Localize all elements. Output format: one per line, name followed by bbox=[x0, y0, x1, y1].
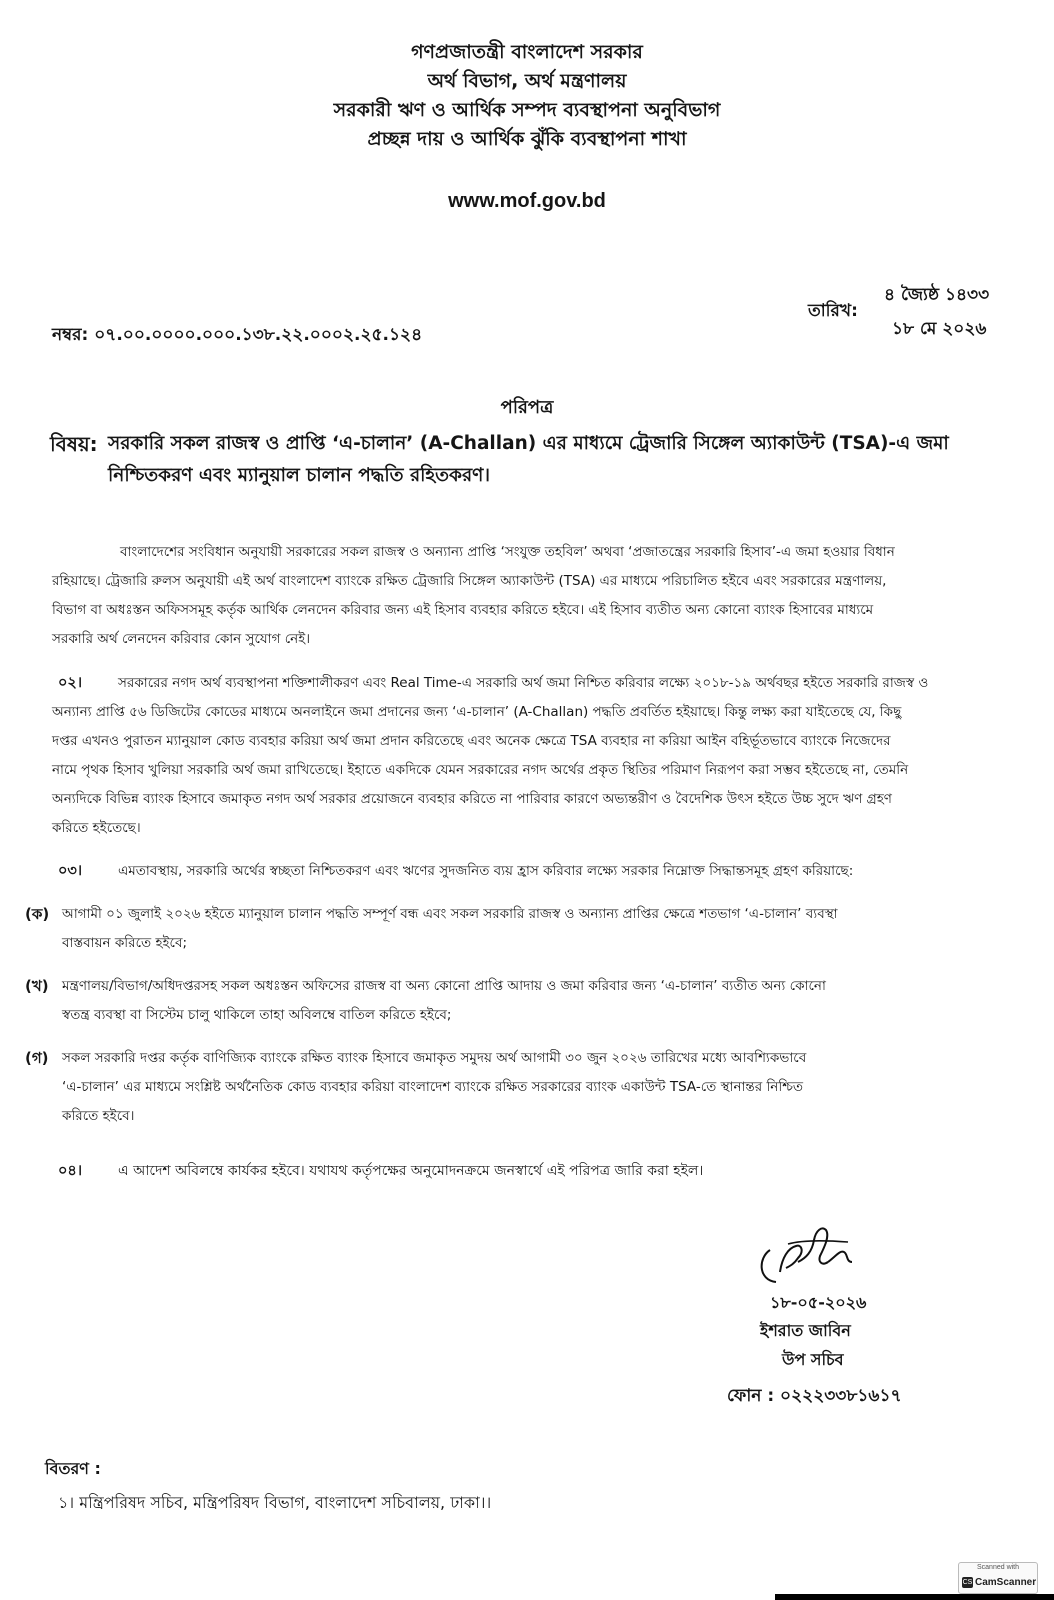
document-title: পরিপত্র bbox=[500, 397, 554, 418]
paragraph-line: সরকারের নগদ অর্থ ব্যবস্থাপনা শক্তিশালীকরণ এবং Real Time-এ সরকারি অর্থ জমা নিশ্চিত করিবার লক্ষ্যে ২০১৮-১৯ অর্থবছর হইতে সরকারি রাজস্ব ও bbox=[118, 675, 929, 691]
date-english: ১৮ মে ২০২৬ bbox=[892, 319, 987, 339]
decision-marker: (গ) bbox=[25, 1049, 49, 1067]
header-division: অর্থ বিভাগ, অর্থ মন্ত্রণালয় bbox=[427, 70, 627, 92]
decision-marker: (ক) bbox=[25, 905, 50, 923]
paragraph-line: নামে পৃথক হিসাব খুলিয়া সরকারি অর্থ জমা রাখিতেছে। ইহাতে একদিকে যেমন সরকারের নগদ অর্থের প্রকৃত স্থিতির পরিমাণ নিরূপণ করা সম্ভব হইতেছে না, তেমনি bbox=[52, 762, 909, 778]
subject-line-2: নিশ্চিতকরণ এবং ম্যানুয়াল চালান পদ্ধতি রহিতকরণ। bbox=[108, 465, 490, 486]
intro-line: বাংলাদেশের সংবিধান অনুযায়ী সরকারের সকল রাজস্ব ও অন্যান্য প্রাপ্তি ‘সংযুক্ত তহবিল’ অথবা ‘প্রজাতন্ত্রের সরকারি হিসাব’-এ জমা হওয়ার বিধান bbox=[120, 544, 895, 560]
distribution-label: বিতরণ : bbox=[45, 1459, 101, 1478]
scan-edge-bar bbox=[775, 1594, 1054, 1600]
decision-line: আগামী ০১ জুলাই ২০২৬ হইতে ম্যানুয়াল চালান পদ্ধতি সম্পূর্ণ বন্ধ এবং সকল সরকারি রাজস্ব ও অন্যান্য প্রাপ্তির ক্ষেত্রে শতভাগ ‘এ-চালান’ ব্যবস্থা bbox=[62, 906, 838, 922]
decision-line: স্বতন্ত্র ব্যবস্থা বা সিস্টেম চালু থাকিলে তাহা অবিলম্বে বাতিল করিতে হইবে; bbox=[62, 1007, 452, 1023]
decision-marker: (খ) bbox=[25, 977, 49, 995]
paragraph-line: এমতাবস্থায়, সরকারি অর্থের স্বচ্ছতা নিশ্চিতকরণ এবং ঋণের সুদজনিত ব্যয় হ্রাস করিবার লক্ষ্যে সরকার নিম্নোক্ত সিদ্ধান্তসমূহ গ্রহণ করিয়াছে: bbox=[118, 863, 854, 879]
paragraph-line: অন্যদিকে বিভিন্ন ব্যাংক হিসাবে জমাকৃত নগদ অর্থ সরকার প্রয়োজনে ব্যবহার করিতে না পারিবার কারণে অভ্যন্তরীণ ও বৈদেশিক উৎস হইতে উচ্চ সুদে ঋণ গ্রহণ bbox=[52, 791, 892, 807]
header-website: www.mof.gov.bd bbox=[448, 190, 606, 212]
camscanner-brand: CamScanner bbox=[975, 1577, 1037, 1588]
header-wing: সরকারী ঋণ ও আর্থিক সম্পদ ব্যবস্থাপনা অনুবিভাগ bbox=[333, 99, 721, 121]
camscanner-logo-icon: CS bbox=[962, 1579, 973, 1586]
paragraph-line: এ আদেশ অবিলম্বে কার্যকর হইবে। যথাযথ কর্তৃপক্ষের অনুমোদনক্রমে জনস্বার্থে এই পরিপত্র জারি করা হইল। bbox=[118, 1163, 704, 1179]
handwritten-signature bbox=[752, 1222, 862, 1292]
signatory-designation: উপ সচিব bbox=[782, 1350, 844, 1369]
paragraph-line: দপ্তর এখনও পুরাতন ম্যানুয়াল কোড ব্যবহার করিয়া অর্থ জমা প্রদান করিতেছে এবং অনেক ক্ষেত্রে TSA ব্যবহার না করিয়া আইন বহির্ভূতভাবে ব্যাংকে নিজেদের bbox=[52, 733, 891, 749]
decision-line: সকল সরকারি দপ্তর কর্তৃক বাণিজ্যিক ব্যাংকে রক্ষিত ব্যাংক হিসাবে জমাকৃত সমুদয় অর্থ আগামী ৩০ জুন ২০২৬ তারিখের মধ্যে আবশ্যিকভাবে bbox=[62, 1050, 807, 1066]
camscanner-caption: Scanned with bbox=[976, 1564, 1020, 1571]
date-bangla: ৪ জ্যৈষ্ঠ ১৪৩৩ bbox=[884, 285, 990, 305]
paragraph-line: করিতে হইতেছে। bbox=[52, 820, 141, 836]
paragraph-number: ০২। bbox=[58, 675, 83, 691]
date-label: তারিখ: bbox=[808, 301, 858, 321]
header-government: গণপ্রজাতন্ত্রী বাংলাদেশ সরকার bbox=[411, 41, 643, 63]
subject-line-1: সরকারি সকল রাজস্ব ও প্রাপ্তি ‘এ-চালান’ (A-Challan) এর মাধ্যমে ট্রেজারি সিঙ্গেল অ্যাকাউন্ট (TSA)-এ জমা bbox=[108, 433, 949, 454]
header-branch: প্রচ্ছন্ন দায় ও আর্থিক ঝুঁকি ব্যবস্থাপনা শাখা bbox=[367, 128, 687, 150]
subject-label: বিষয়: bbox=[50, 432, 98, 456]
signatory-phone: ফোন : ০২২২৩৩৮১৬১৭ bbox=[727, 1386, 902, 1406]
paragraph-number: ০৪। bbox=[58, 1163, 83, 1179]
paragraph-number: ০৩। bbox=[58, 863, 83, 879]
signature-date: ১৮-০৫-২০২৬ bbox=[770, 1293, 867, 1312]
intro-line: বিভাগ বা অধঃস্তন অফিসসমূহ কর্তৃক আর্থিক লেনদেন করিবার জন্য এই হিসাব ব্যবহার করিতে হইবে। এই হিসাব ব্যতীত অন্য কোনো ব্যাংক হিসাবের মাধ্যমে bbox=[52, 602, 874, 618]
signatory-name: ইশরাত জাবিন bbox=[760, 1321, 851, 1340]
distribution-item: ১। মন্ত্রিপরিষদ সচিব, মন্ত্রিপরিষদ বিভাগ, বাংলাদেশ সচিবালয়, ঢাকা।। bbox=[58, 1493, 492, 1512]
intro-line: রহিয়াছে। ট্রেজারি রুলস অনুযায়ী এই অর্থ বাংলাদেশ ব্যাংকে রক্ষিত ট্রেজারি সিঙ্গেল অ্যাকাউন্ট (TSA) এর মাধ্যমে পরিচালিত হইবে এবং সরকারের মন্ত্রণালয়, bbox=[52, 573, 887, 589]
reference-number: নম্বর: ০৭.০০.০০০০.০০০.১৩৮.২২.০০০২.২৫.১২৪ bbox=[52, 325, 423, 345]
decision-line: বাস্তবায়ন করিতে হইবে; bbox=[62, 935, 188, 951]
paragraph-line: অন্যান্য প্রাপ্তি ৫৬ ডিজিটের কোডের মাধ্যমে অনলাইনে জমা প্রদানের জন্য ‘এ-চালান’ (A-Challan) পদ্ধতি প্রবর্তিত হইয়াছে। কিন্তু লক্ষ্য করা যাইতেছে যে, কিছু bbox=[52, 704, 902, 720]
camscanner-watermark bbox=[958, 1562, 1038, 1594]
decision-line: ‘এ-চালান’ এর মাধ্যমে সংশ্লিষ্ট অর্থনৈতিক কোড ব্যবহার করিয়া বাংলাদেশ ব্যাংকে রক্ষিত সরকারের ব্যাংক একাউন্ট TSA-তে স্থানান্তর নিশ্চিত bbox=[62, 1079, 804, 1095]
decision-line: করিতে হইবে। bbox=[62, 1108, 135, 1124]
intro-line: সরকারি অর্থ লেনদেন করিবার কোন সুযোগ নেই। bbox=[52, 631, 311, 647]
decision-line: মন্ত্রণালয়/বিভাগ/অধিদপ্তরসহ সকল অধঃস্তন অফিসের রাজস্ব বা অন্য কোনো প্রাপ্তি আদায় ও জমা করিবার জন্য ‘এ-চালান’ ব্যতীত অন্য কোনো bbox=[62, 978, 826, 994]
